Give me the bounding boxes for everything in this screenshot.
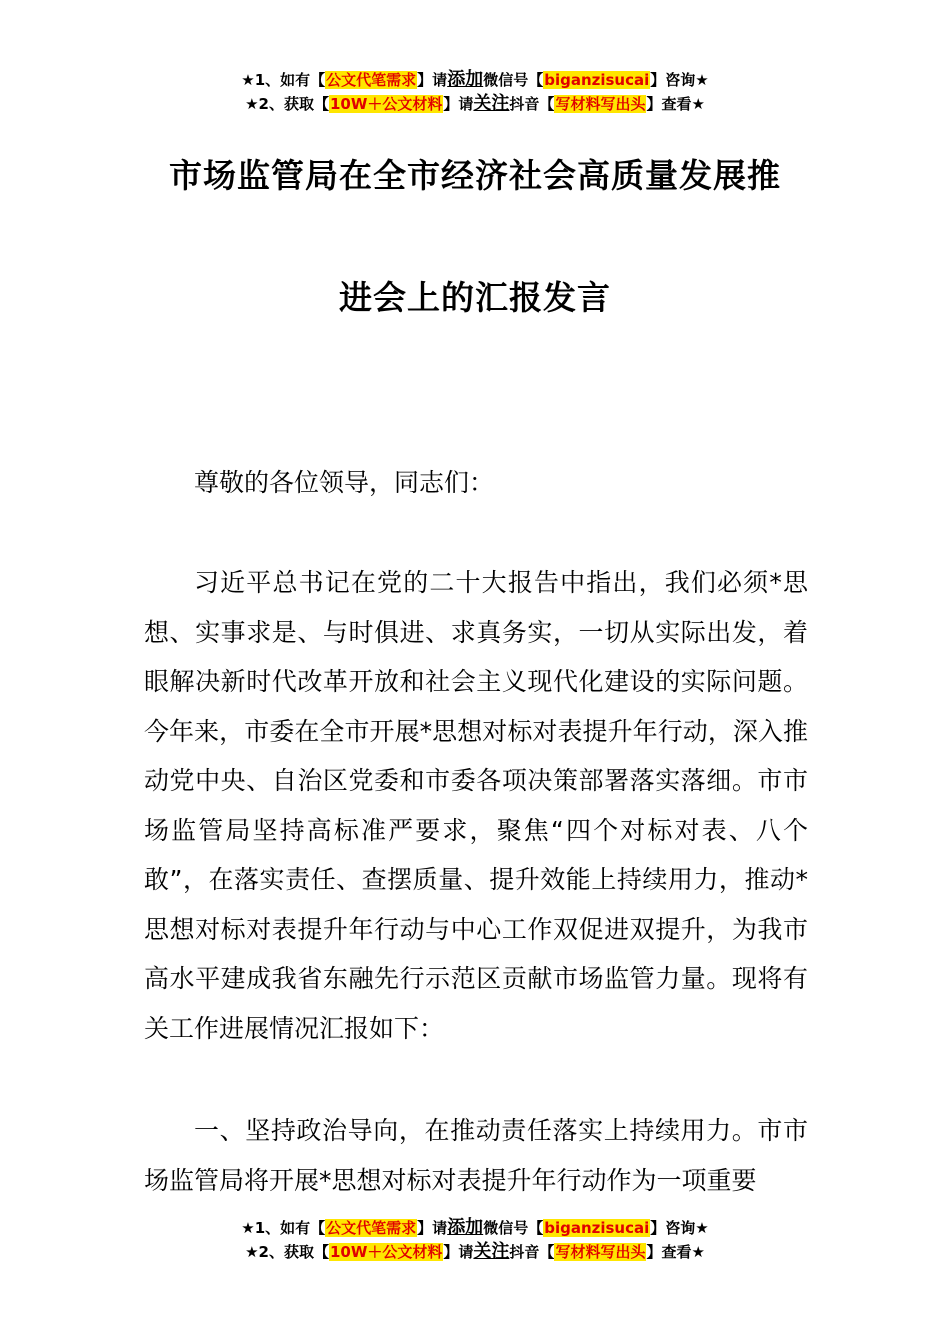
highlight-douyin-account: 写材料写出头 — [555, 1243, 646, 1261]
banner-line-1: ★1、如有【公文代笔需求】请添加微信号【biganzisucai】咨询★ — [241, 69, 709, 90]
document-title-line-1: 市场监管局在全市经济社会高质量发展推 — [169, 156, 781, 195]
banner-line-2: ★2、获取【10W＋公文材料】请关注抖音【写材料写出头】查看★ — [245, 93, 705, 114]
highlight-wechat-id: biganzisucai — [544, 71, 650, 89]
highlight-service: 公文代笔需求 — [326, 71, 417, 89]
banner-line-1: ★1、如有【公文代笔需求】请添加微信号【biganzisucai】咨询★ — [241, 1217, 709, 1238]
greeting: 尊敬的各位领导，同志们： — [194, 468, 495, 497]
banner-line-2: ★2、获取【10W＋公文材料】请关注抖音【写材料写出头】查看★ — [245, 1241, 705, 1262]
body-paragraph-2: 一、坚持政治导向，在推动责任落实上持续用力。市市场监管局将开展*思想对标对表提升年行动作为一项重要 — [144, 1116, 808, 1195]
bottom-banner — [0, 1216, 950, 1264]
highlight-service: 公文代笔需求 — [326, 1219, 417, 1237]
top-banner — [0, 68, 950, 116]
highlight-materials: 10W＋公文材料 — [329, 95, 443, 113]
document-title-line-2: 进会上的汇报发言 — [339, 278, 611, 317]
body-paragraph-1: 习近平总书记在党的二十大报告中指出，我们必须*思想、实事求是、与时俱进、求真务实，一切从实际出发，着眼解决新时代改革开放和社会主义现代化建设的实际问题。今年来，市委在全市开展*思想对标对表提升年行动，深入推动党中央、自治区党委和市委各项决策部署落实落细。市市场监管局坚持高标准严要求，聚焦“四个对标对表、八个敢”，在落实责任、查摆质量、提升效能上持续用力，推动*思想对标对表提升年行动与中心工作双促进双提升，为我市高水平建成我省东融先行示范区贡献市场监管力量。现将有关工作进展情况汇报如下： — [144, 568, 808, 1043]
highlight-materials: 10W＋公文材料 — [329, 1243, 443, 1261]
highlight-douyin-account: 写材料写出头 — [555, 95, 646, 113]
highlight-wechat-id: biganzisucai — [544, 1219, 650, 1237]
